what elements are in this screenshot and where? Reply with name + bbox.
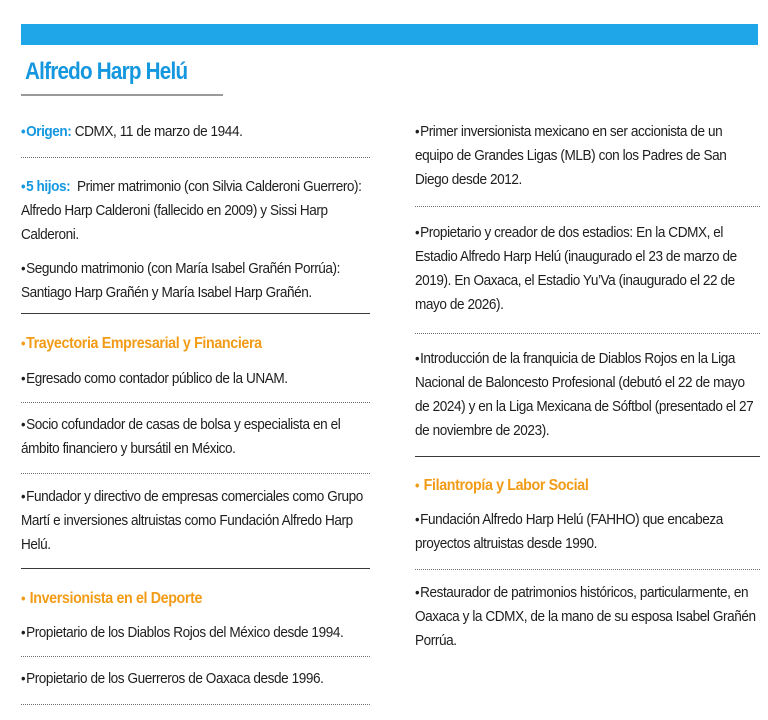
origin-text: CDMX, 11 de marzo de 1944. [74, 124, 243, 140]
divider-dotted [21, 402, 370, 403]
divider-solid [415, 456, 760, 457]
divider-solid [21, 313, 370, 314]
sports-heading: • Inversionista en el Deporte [21, 590, 203, 607]
list-item: •Socio cofundador de casas de bolsa y especialista en el ámbito financiero y bursátil en México. [21, 416, 341, 457]
origin-entry [21, 119, 370, 144]
divider-dotted [21, 157, 370, 158]
title-underline [21, 94, 223, 96]
list-item: •Primer inversionista mexicano en ser accionista de un equipo de Grandes Ligas (MLB) con los Padres de San Diego desde 2012. [415, 123, 727, 188]
list-item: •Fundador y directivo de empresas comerciales como Grupo Martí e inversiones altruistas como Fundación Alfredo Harp Helú. [21, 488, 363, 553]
divider-dotted [415, 333, 760, 334]
list-item: •Fundación Alfredo Harp Helú (FAHHO) que encabeza proyectos altruistas desde 1990. [415, 511, 723, 552]
top-accent-bar [21, 24, 758, 45]
list-item: •Egresado como contador público de la UNAM. [21, 370, 288, 387]
first-marriage-text: Primer matrimonio (con Silvia Calderoni Guerrero): Alfredo Harp Calderoni (fallecido en 2009) y Sissi Harp Calderoni. [21, 179, 362, 243]
children-entry [21, 174, 370, 247]
list-item: •Restaurador de patrimonios históricos, particularmente, en Oaxaca y la CDMX, de la mano de su esposa Isabel Grañén Porrúa. [415, 584, 756, 649]
divider-dotted [415, 569, 760, 570]
divider-dotted [21, 704, 370, 705]
divider-dotted [21, 473, 370, 474]
list-item: •Propietario de los Diablos Rojos del México desde 1994. [21, 624, 344, 641]
list-item: •Introducción de la franquicia de Diablos Rojos en la Liga Nacional de Baloncesto Profesional (debutó el 22 de mayo de 2024) y en la Liga Mexicana de Sóftbol (presentado el 27 de noviembre de 2023). [415, 350, 754, 439]
list-item: •Propietario de los Guerreros de Oaxaca desde 1996. [21, 670, 324, 687]
list-item: •Propietario y creador de dos estadios: En la CDMX, el Estadio Alfredo Harp Helú (inaugurado el 23 de marzo de 2019). En Oaxaca, el Estadio Yu’Va (inaugurado el 22 de mayo de 2026). [415, 224, 737, 313]
career-heading: •Trayectoria Empresarial y Financiera [21, 335, 262, 352]
origin-label: •Origen: [21, 123, 72, 140]
divider-dotted [21, 656, 370, 657]
second-marriage-text: Segundo matrimonio (con María Isabel Grañén Porrúa): Santiago Harp Grañén y María Isabel Harp Grañén. [21, 261, 341, 301]
children-label: •5 hijos: [21, 178, 71, 195]
second-marriage-entry: •Segundo matrimonio (con María Isabel Grañén Porrúa): Santiago Harp Grañén y María Isabel Harp Grañén. [21, 260, 341, 301]
divider-dotted [415, 206, 760, 207]
divider-solid [21, 568, 370, 569]
page-title: Alfredo Harp Helú [25, 58, 188, 85]
philanthropy-heading: • Filantropía y Labor Social [415, 477, 589, 494]
